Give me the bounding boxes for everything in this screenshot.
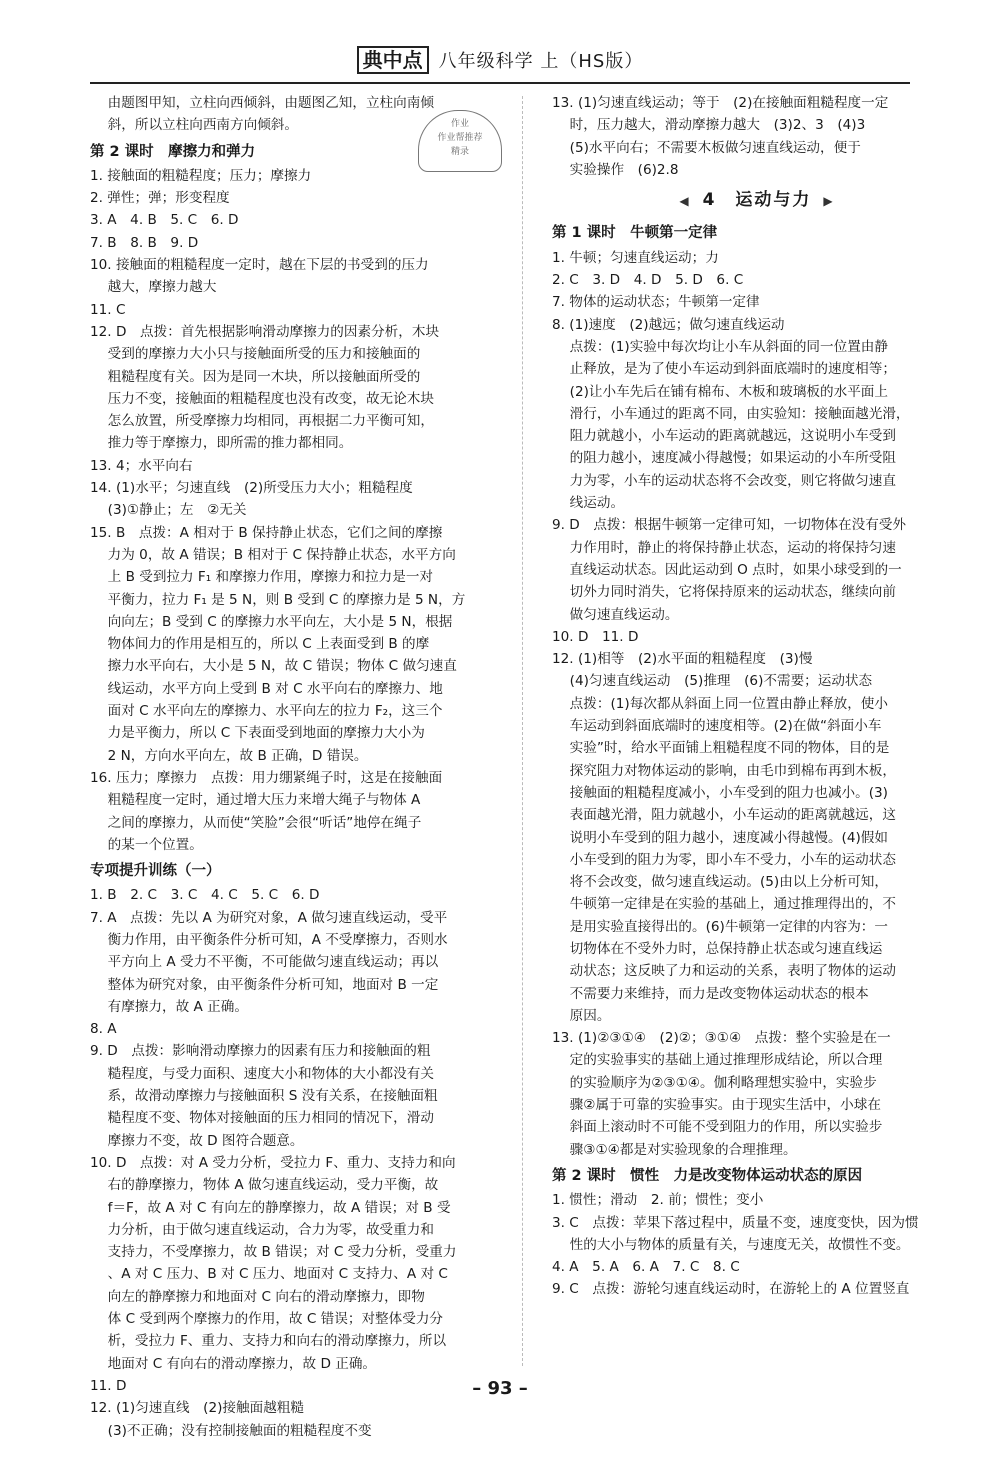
section-heading: 第 1 课时 牛顿第一定律 [552, 225, 718, 242]
unit-title: 4 运动与力 [702, 190, 812, 211]
answer-line: 体 C 受到两个摩擦力的作用，故 C 错误；对整体受力分 [107, 1311, 444, 1328]
answer-line: (4)匀速直线运动 (5)推理 (6)不需要；运动状态 [569, 673, 873, 690]
answer-line: 之间的摩擦力，从而使“笑脸”会很“听话”地停在绳子 [107, 814, 422, 831]
answer-line: 向左的静摩擦力和地面对 C 向右的滑动摩擦力，即物 [107, 1288, 425, 1305]
answer-item: 1. 惯性；滑动 2. 前；惯性；变小 [552, 1192, 764, 1209]
answer-item: 1. 接触面的粗糙程度；压力；摩擦力 [90, 167, 312, 184]
answer-line: 将不会改变，做匀速直线运动。(5)由以上分析可知， [569, 874, 888, 891]
answer-item: 9. D 点拨：影响滑动摩擦力的因素有压力和接触面的粗 [90, 1043, 431, 1060]
answer-item: 13. 4；水平向右 [90, 457, 193, 474]
answer-item: 11. C [90, 301, 126, 318]
answer-item: 1. 牛顿；匀速直线运动；力 [552, 249, 719, 266]
section-heading: 专项提升训练（一） [90, 863, 221, 880]
stamp-line: 精录 [450, 147, 469, 157]
answer-item: 7. A 点拨：先以 A 为研究对象，A 做匀速直线运动，受平 [90, 909, 448, 926]
answer-line: (5)水平向右；不需要木板做匀速直线运动，便于 [569, 139, 861, 156]
answer-item: 11. D [90, 1377, 127, 1394]
brand-logo: 典中点 [357, 46, 429, 74]
answer-item: 9. D 点拨：根据牛顿第一定律可知，一切物体在没有受外 [552, 517, 907, 534]
answer-line: 性的大小与物体的质量有关，与速度无关，故惯性不变。 [569, 1236, 910, 1253]
answer-item: 15. B 点拨：A 相对于 B 保持静止状态，它们之间的摩擦 [90, 524, 443, 541]
answer-item: 10. 接触面的粗糙程度一定时，越在下层的书受到的压力 [90, 257, 429, 274]
answer-line: 力分析，由于做匀速直线运动，合力为零，故受重力和 [107, 1221, 434, 1238]
answer-line: 定的实验事实的基础上通过推理形成结论，所以合理 [569, 1052, 883, 1069]
left-column [90, 92, 500, 1442]
answer-item: 9. C 点拨：游轮匀速直线运动时，在游轮上的 A 位置竖直 [552, 1281, 910, 1298]
answer-line: 地面对 C 有向右的滑动摩擦力，故 D 正确。 [107, 1355, 377, 1372]
answer-item: 7. 物体的运动状态；牛顿第一定律 [552, 294, 760, 311]
answer-line: 衡力作用，由平衡条件分析可知，A 不受摩擦力，否则水 [107, 931, 448, 948]
answer-line: (3)①静止；左 ②无关 [107, 502, 247, 519]
answer-line: 力为 0，故 A 错误；B 相对于 C 保持静止状态，水平方向 [107, 546, 456, 563]
answer-line: 表面越光滑，阻力就越小，小车运动的距离就越远，这 [569, 807, 896, 824]
section-heading: 第 2 课时 摩擦力和弹力 [90, 143, 256, 160]
answer-line: 小车受到的阻力为零，即小车不受力，小车的运动状态 [569, 851, 896, 868]
triangle-right-icon: ▶ [823, 194, 835, 209]
answer-line: 有摩擦力，故 A 正确。 [107, 998, 248, 1015]
answer-line: 原因。 [569, 1007, 611, 1024]
answer-line: 糙程度不变、物体对接触面的压力相同的情况下，滑动 [107, 1110, 434, 1127]
answer-line: 2 N，方向水平向左，故 B 正确，D 错误。 [107, 747, 368, 764]
triangle-left-icon: ◀ [679, 194, 691, 209]
answer-item: 3. C 点拨：苹果下落过程中，质量不变，速度变快，因为惯 [552, 1214, 919, 1231]
answer-line: 面对 C 水平向左的摩擦力、水平向左的拉力 F₂，这三个 [107, 703, 443, 720]
answer-line: 线运动，水平方向上受到 B 对 C 水平向右的摩擦力、地 [107, 680, 443, 697]
answer-line: 实验”时，给水平面铺上粗糙程度不同的物体，目的是 [569, 740, 890, 757]
answer-line: 说明小车受到的阻力越小，速度减小得越慢。(4)假如 [569, 829, 888, 846]
answer-line: 的阻力越小，速度减小得越慢；如果运动的小车所受阻 [569, 450, 896, 467]
answer-line: 切外力同时消失，它将保持原来的运动状态，继续向前 [569, 584, 896, 601]
answer-item: 2. 弹性；弹；形变程度 [90, 190, 230, 207]
answer-line: 点拨：(1)实验中每次均让小车从斜面的同一位置由静 [569, 338, 888, 355]
answer-item: 1. B 2. C 3. C 4. C 5. C 6. D [90, 887, 320, 904]
answer-line: 直线运动状态。因此运动到 O 点时，如果小球受到的一 [569, 561, 902, 578]
answer-line: 骤③①④都是对实验现象的合理推理。 [569, 1141, 797, 1158]
answer-line: 析，受拉力 F、重力、支持力和向右的滑动摩擦力，所以 [107, 1333, 447, 1350]
answer-line: 上 B 受到拉力 F₁ 和摩擦力作用，摩擦力和拉力是一对 [107, 569, 434, 586]
answer-item: 12. (1)相等 (2)水平面的粗糙程度 (3)慢 [552, 651, 813, 668]
answer-item: 2. C 3. D 4. D 5. D 6. C [552, 272, 744, 289]
answer-item: 13. (1)匀速直线运动；等于 (2)在接触面粗糙程度一定 [552, 95, 889, 111]
answer-line: 是用实验直接得出的。(6)牛顿第一定律的内容为：一 [569, 918, 888, 935]
answer-line: 粗糙程度一定时，通过增大压力来增大绳子与物体 A [107, 792, 421, 809]
answer-line: 的实验顺序为②③①④。伽利略理想实验中，实验步 [569, 1074, 877, 1091]
answer-item: 12. D 点拨：首先根据影响滑动摩擦力的因素分析，木块 [90, 323, 440, 340]
answer-line: 做匀速直线运动。 [569, 606, 679, 623]
answer-item: 16. 压力；摩擦力 点拨：用力绷紧绳子时，这是在接触面 [90, 769, 443, 786]
answer-line: 时，压力越大，滑动摩擦力越大 (3)2、3 (4)3 [569, 117, 866, 134]
answer-line: 斜面上滚动时不可能不受到阻力的作用，所以实验步 [569, 1119, 883, 1136]
book-title: 八年级科学 上（HS版） [438, 51, 644, 72]
answer-item: 13. (1)②③①④ (2)②；③①④ 点拨：整个实验是在一 [552, 1030, 891, 1047]
answer-line: 受到的摩擦力大小只与接触面所受的压力和接触面的 [107, 346, 421, 363]
answer-line: 系，故滑动摩擦力与接触面积 S 没有关系，在接触面粗 [107, 1088, 438, 1105]
answer-line: 不需要力来维持，而力是改变物体运动状态的根本 [569, 985, 869, 1002]
answer-item: 8. A [90, 1021, 117, 1038]
answer-line: f＝F，故 A 对 C 有向左的静摩擦力，故 A 错误；对 B 受 [107, 1199, 451, 1216]
answer-line: 止释放，是为了使小车运动到斜面底端时的速度相等； [569, 361, 896, 378]
answer-line: 推力等于摩擦力，即所需的推力都相同。 [107, 435, 353, 452]
answer-line: 由题图甲知，立柱向西倾斜，由题图乙知，立柱向南倾 [107, 95, 434, 111]
answer-line: 接触面的粗糙程度减小，小车受到的阻力也减小。(3) [569, 784, 888, 801]
answer-item: 3. A 4. B 5. C 6. D [90, 212, 239, 229]
answer-line: 压力不变，接触面的粗糙程度也没有改变，故无论木块 [107, 390, 434, 407]
answer-line: 摩擦力不变，故 D 图符合题意。 [107, 1132, 304, 1149]
answer-line: 粗糙程度有关。因为是同一木块，所以接触面所受的 [107, 368, 421, 385]
answer-line: 实验操作 (6)2.8 [569, 161, 679, 178]
answer-line: 支持力，不受摩擦力，故 B 错误；对 C 受力分析，受重力 [107, 1244, 457, 1261]
page-header [90, 38, 910, 84]
answer-line: 点拨：(1)每次都从斜面上同一位置由静止释放，使小 [569, 695, 888, 712]
answer-line: (3)不正确；没有控制接触面的粗糙程度不变 [107, 1422, 372, 1439]
answer-item: 10. D 点拨：对 A 受力分析，受拉力 F、重力、支持力和向 [90, 1154, 456, 1171]
answer-line: 车运动到斜面底端时的速度相等。(2)在做“斜面小车 [569, 718, 882, 735]
column-divider [522, 96, 523, 1366]
answer-line: 骤②属于可靠的实验事实。由于现实生活中，小球在 [569, 1097, 881, 1114]
answer-line: 力是平衡力，所以 C 下表面受到地面的摩擦力大小为 [107, 725, 425, 742]
answer-item: 4. A 5. A 6. A 7. C 8. C [552, 1259, 740, 1276]
stamp-line: 作业帮推荐 [437, 133, 483, 143]
right-column [552, 92, 962, 1301]
answer-line: 阻力就越小，小车运动的距离就越远，这说明小车受到 [569, 428, 896, 445]
answer-line: 糙程度，与受力面积、速度大小和物体的大小都没有关 [107, 1065, 434, 1082]
answer-line: 动状态；这反映了力和运动的关系，表明了物体的运动 [569, 963, 896, 980]
answer-item: 10. D 11. D [552, 628, 639, 645]
answer-line: 向向左；B 受到 C 的摩擦力水平向左，大小是 5 N，根据 [107, 613, 453, 630]
answer-item: 12. (1)匀速直线 (2)接触面越粗糙 [90, 1400, 304, 1417]
answer-line: 、A 对 C 压力、B 对 C 压力、地面对 C 支持力、A 对 C [107, 1266, 448, 1283]
answer-line: (2)让小车先后在铺有棉布、木板和玻璃板的水平面上 [569, 383, 888, 400]
answer-item: 8. (1)速度 (2)越远；做匀速直线运动 [552, 316, 785, 333]
page-number: – 93 – [472, 1378, 528, 1399]
answer-line: 力为零，小车的运动状态将不会改变，则它将做匀速直 [569, 472, 896, 489]
answer-line: 擦力水平向右，大小是 5 N，故 C 错误；物体 C 做匀速直 [107, 658, 457, 675]
answer-line: 整体为研究对象，由平衡条件分析可知，地面对 B 一定 [107, 976, 439, 993]
answer-line: 平方向上 A 受力不平衡，不可能做匀速直线运动；再以 [107, 954, 439, 971]
answer-line: 物体间力的作用是相互的，所以 C 上表面受到 B 的摩 [107, 636, 430, 653]
answer-item: 7. B 8. B 9. D [90, 234, 199, 251]
answer-item: 14. (1)水平；匀速直线 (2)所受压力大小；粗糙程度 [90, 480, 413, 497]
answer-line: 切物体在不受外力时，总保持静止状态或匀速直线运 [569, 940, 883, 957]
stamp-line: 作业 [450, 119, 469, 129]
answer-line: 线运动。 [569, 495, 625, 512]
section-heading: 第 2 课时 惯性 力是改变物体运动状态的原因 [552, 1167, 863, 1184]
answer-line: 牛顿第一定律是在实验的基础上，通过推理得出的，不 [569, 896, 896, 913]
answer-line: 斜，所以立柱向西南方向倾斜。 [107, 117, 298, 134]
answer-line: 的某一个位置。 [107, 836, 203, 853]
answer-line: 越大，摩擦力越大 [107, 279, 217, 296]
unit-heading [552, 189, 962, 212]
answer-line: 怎么放置，所受摩擦力均相同，再根据二力平衡可知， [107, 413, 434, 430]
answer-line: 右的静摩擦力，物体 A 做匀速直线运动，受力平衡，故 [107, 1177, 439, 1194]
answer-line: 滑行，小车通过的距离不同，由实验知：接触面越光滑， [569, 405, 910, 422]
answer-line: 平衡力，拉力 F₁ 是 5 N，则 B 受到 C 的摩擦力是 5 N，方 [107, 591, 466, 608]
answer-line: 力作用时，静止的将保持静止状态，运动的将保持匀速 [569, 539, 896, 556]
answer-line: 探究阻力对物体运动的影响，由毛巾到棉布再到木板， [569, 762, 896, 779]
